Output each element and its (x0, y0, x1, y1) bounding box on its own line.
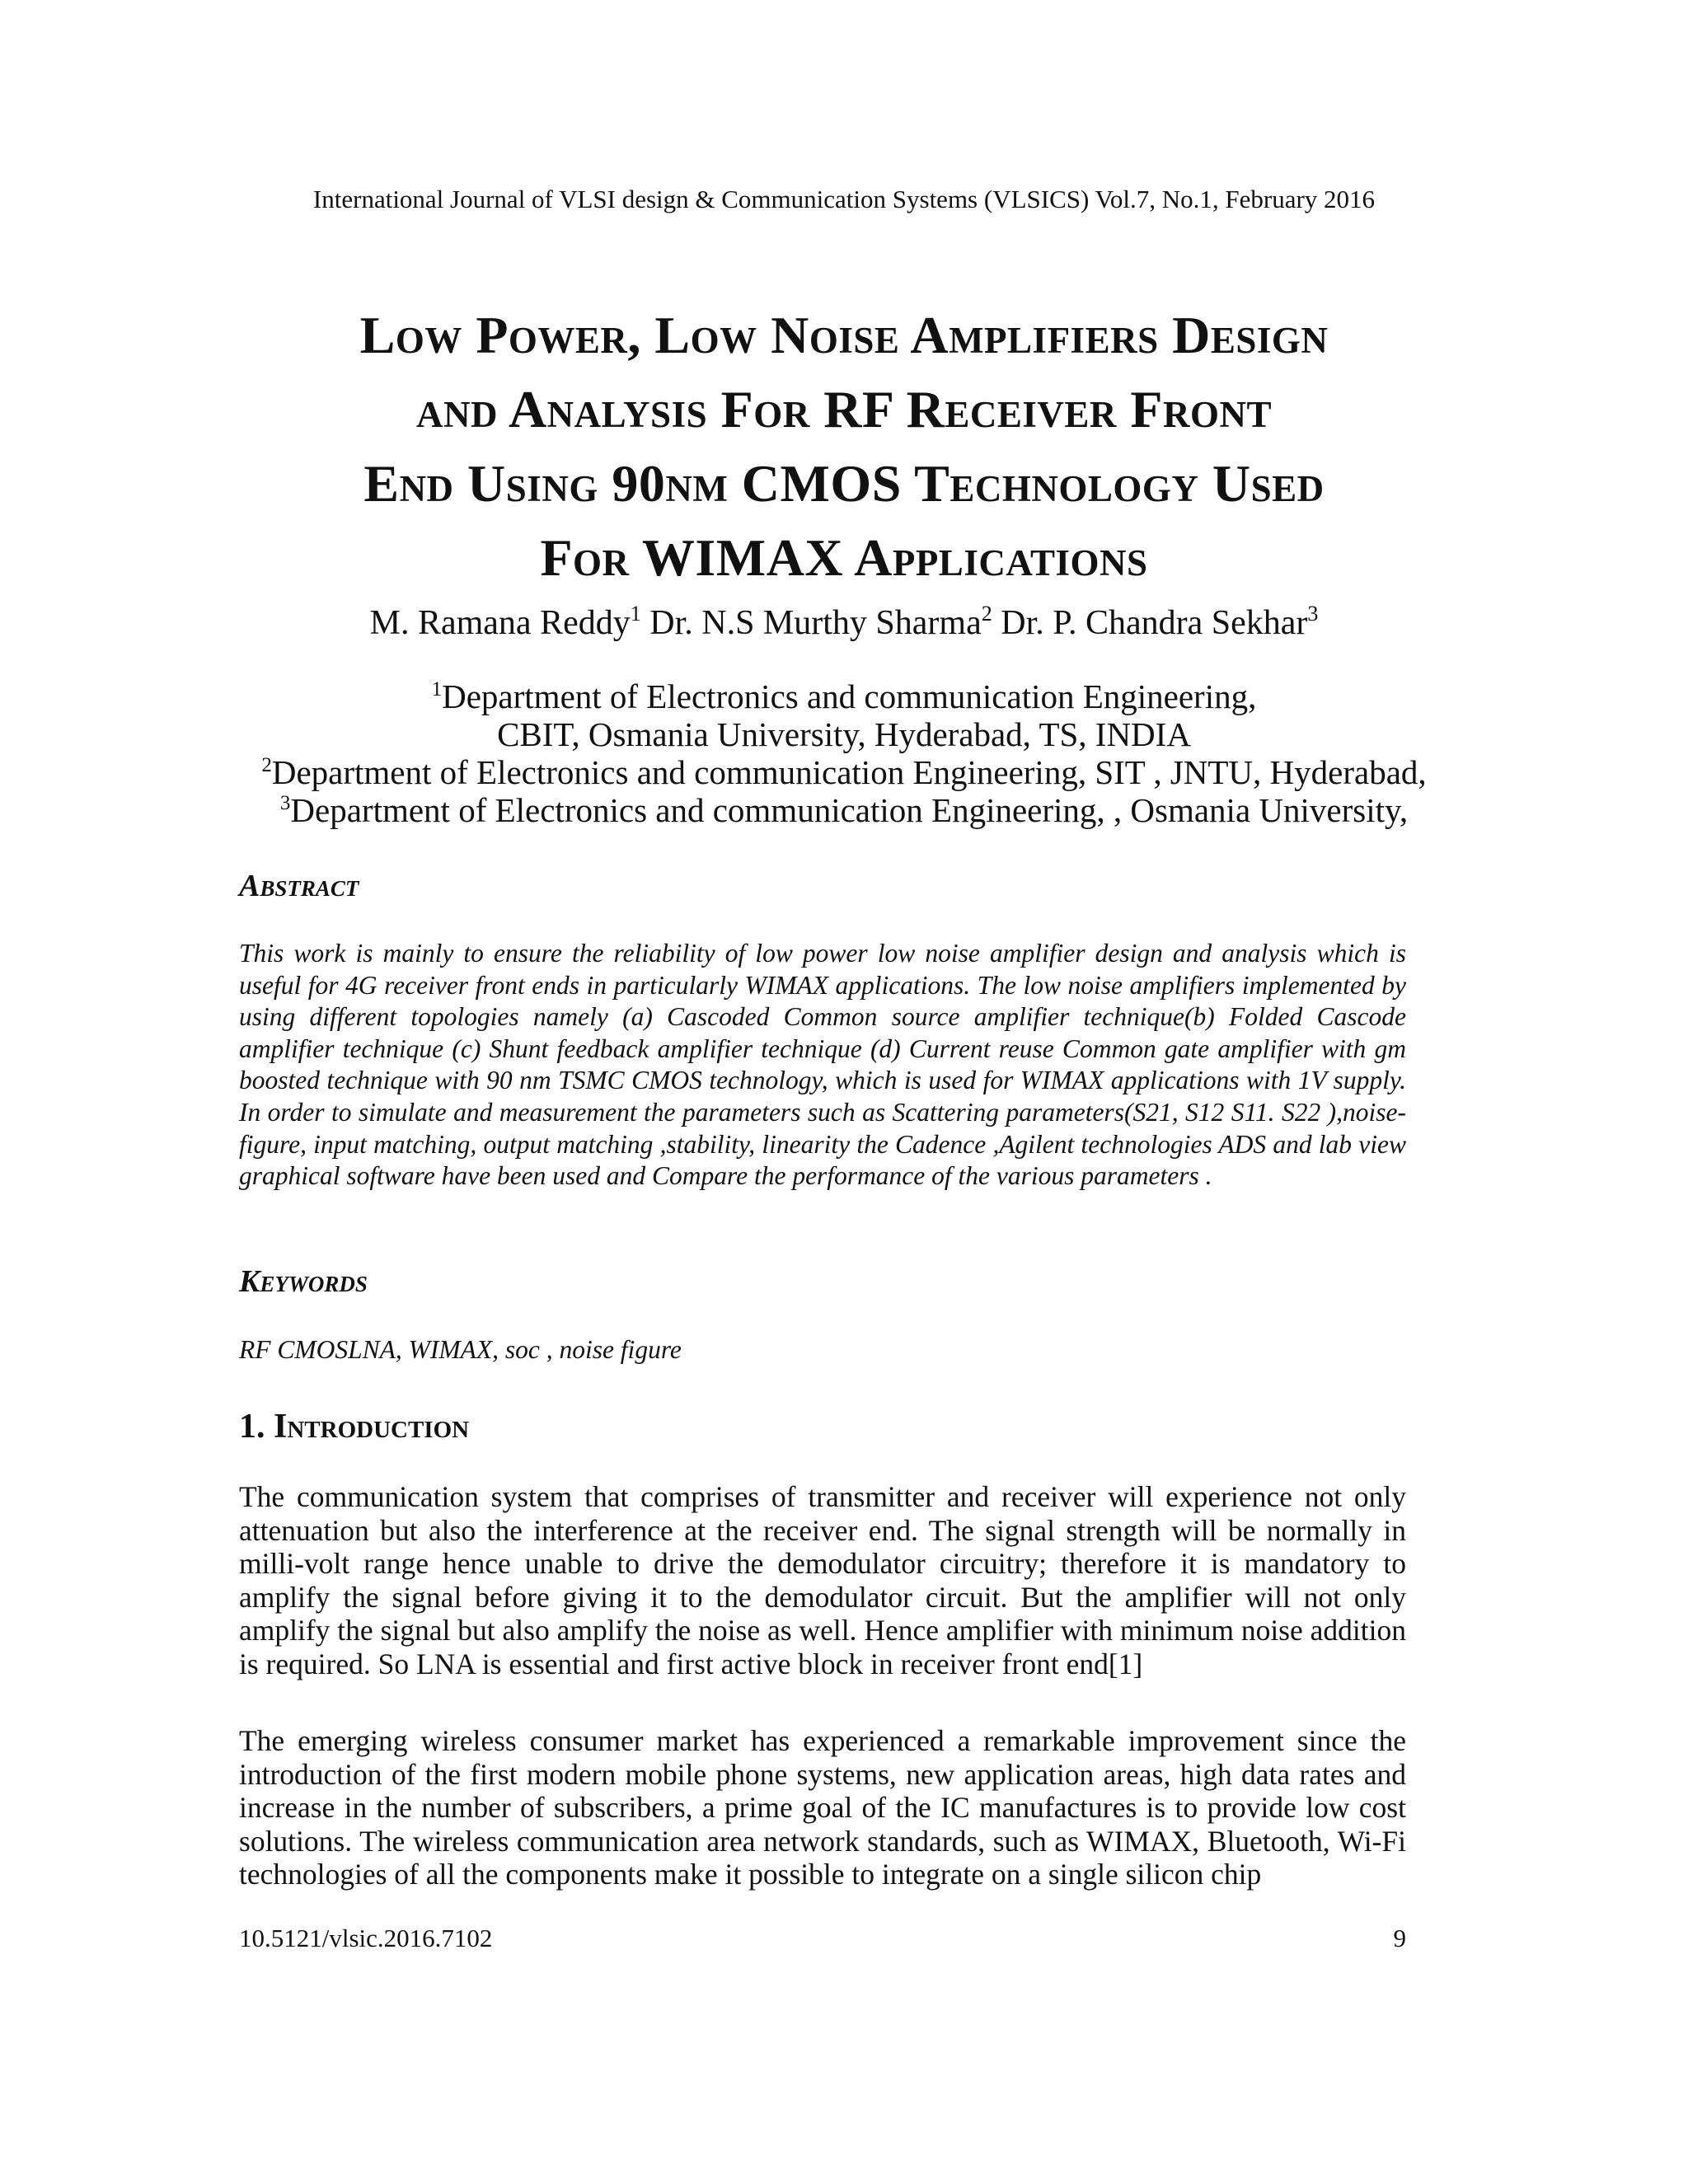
affiliation-text: Department of Electronics and communication Engineering, (442, 677, 1257, 715)
affiliation (0, 753, 1688, 791)
running-header: International Journal of VLSI design & Communication Systems (VLSICS) Vol.7, No.1, February 2016 (312, 185, 1376, 213)
keywords-heading: Keywords (239, 1264, 368, 1299)
footer-doi: 10.5121/vlsic.2016.7102 (239, 1924, 493, 1952)
affiliation-mark: 3 (279, 792, 291, 814)
keywords-text: RF CMOSLNA, WIMAX, soc , noise figure (239, 1335, 682, 1364)
title-line: End Using 90nm CMOS Technology Used (363, 454, 1325, 513)
affiliation-mark: 1 (431, 678, 443, 701)
body-paragraph: The emerging wireless consumer market has experienced a remarkable improvement since the introduction of the first modern mobile phone systems, new application areas, high data rates and increase in the number of subscribers, a prime goal of the IC manufactures is to provide low cost solutions. The wireless communication area network standards, such as WIMAX, Bluetooth, Wi-Fi technologies of all the components make it possible to integrate on a single silicon chip (239, 1724, 1406, 1891)
author-mark: 1 (630, 602, 641, 626)
affiliation-text: CBIT, Osmania University, Hyderabad, TS, INDIA (497, 715, 1191, 753)
affiliation-list (0, 677, 1688, 829)
author-mark: 2 (981, 602, 992, 626)
author-name: Dr. N.S Murthy Sharma (649, 604, 982, 642)
title-line: Low Power, Low Noise Amplifiers Design (359, 306, 1329, 364)
paper-title (165, 298, 1523, 595)
introduction-heading: 1. Introduction (239, 1408, 470, 1446)
affiliation-text: Department of Electronics and communication Engineering, SIT , JNTU, Hyderabad, (271, 753, 1427, 791)
abstract-text: This work is mainly to ensure the reliability of low power low noise amplifier design and analysis which is useful for 4G receiver front ends in particularly WIMAX applications. The low noise amplifiers implemented by using different topologies namely (a) Cascoded Common source amplifier technique(b) Folded Cascode amplifier technique (c) Shunt feedback amplifier technique (d) Current reuse Common gate amplifier with gm boosted technique with 90 nm TSMC CMOS technology, which is used for WIMAX applications with 1V supply. In order to simulate and measurement the parameters such as Scattering parameters(S21, S12 S11. S22 ),noise-figure, input matching, output matching ,stability, linearity the Cadence ,Agilent technologies ADS and lab view graphical software have been used and Compare the performance of the various parameters . (239, 939, 1406, 1191)
abstract-heading: Abstract (239, 869, 359, 903)
affiliation (0, 791, 1688, 829)
title-line: and Analysis For RF Receiver Front (415, 380, 1273, 438)
affiliation-text: Department of Electronics and communication Engineering, , Osmania University, (290, 791, 1409, 829)
author-name: Dr. P. Chandra Sekhar (1001, 604, 1308, 642)
author-mark: 3 (1307, 602, 1319, 626)
author-name: M. Ramana Reddy (369, 604, 631, 642)
affiliation (0, 715, 1688, 753)
author-list (0, 600, 1688, 646)
affiliation-mark: 2 (261, 754, 272, 776)
body-paragraph: The communication system that comprises of transmitter and receiver will experience not only attenuation but also the interference at the receiver end. The signal strength will be normally in milli-volt range hence unable to drive the demodulator circuitry; therefore it is mandatory to amplify the signal before giving it to the demodulator circuit. But the amplifier will not only amplify the signal but also amplify the noise as well. Hence amplifier with minimum noise addition is required. So LNA is essential and first active block in receiver front end[1] (239, 1480, 1406, 1680)
page-number: 9 (1393, 1924, 1406, 1952)
title-line: For WIMAX Applications (540, 528, 1148, 587)
affiliation (0, 677, 1688, 715)
